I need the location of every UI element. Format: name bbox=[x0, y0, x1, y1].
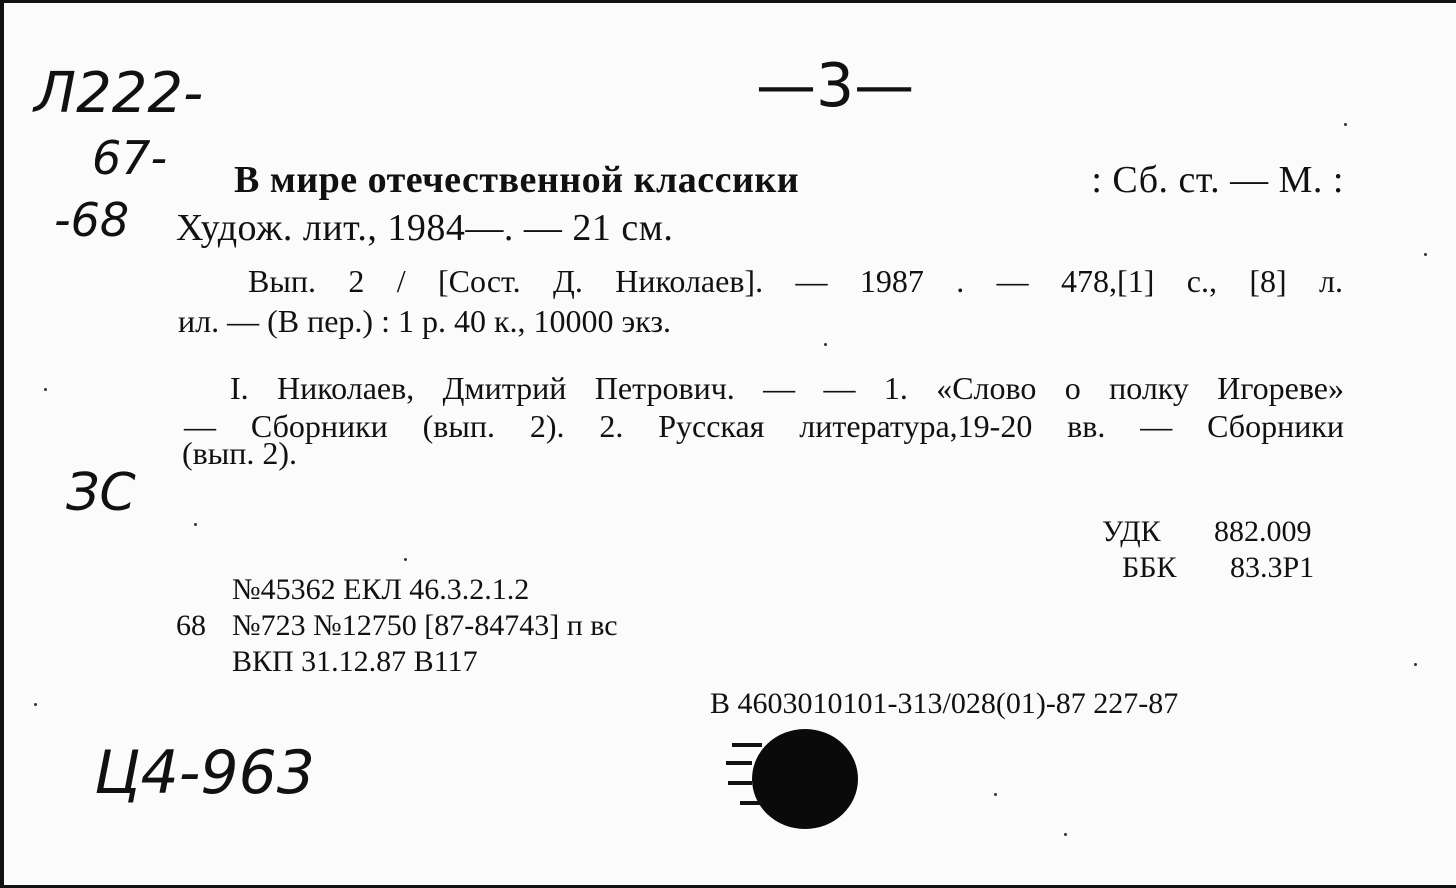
ink-stamp bbox=[752, 729, 858, 829]
bbk-label: ББК bbox=[1122, 551, 1177, 584]
publisher-line: Худож. лит., 1984—. — 21 см. bbox=[176, 207, 674, 249]
handwritten-inventory-number: Ц4-963 bbox=[94, 738, 315, 808]
index-code: В 4603010101-313/028(01)-87 227-87 bbox=[710, 687, 1179, 720]
stamp-mark bbox=[732, 743, 762, 747]
issue-line-2: ил. — (В пер.) : 1 р. 40 к., 10000 экз. bbox=[178, 303, 672, 339]
handwritten-shelf-mark-line1: Л222- bbox=[34, 61, 204, 126]
subjects-line-3: (вып. 2). bbox=[182, 435, 298, 471]
title-bold: В мире отечественной классики bbox=[234, 159, 800, 201]
registry-line-2-prefix: 68 bbox=[176, 609, 206, 642]
registry-line-1: №45362 ЕКЛ 46.3.2.1.2 bbox=[232, 573, 530, 606]
registry-line-3: ВКП 31.12.87 В117 bbox=[232, 645, 478, 678]
issue-line-1: Вып. 2 / [Сост. Д. Николаев]. — 1987 . — 478,[1] с., [8] л. bbox=[248, 263, 1343, 299]
udk-value: 882.009 bbox=[1214, 515, 1312, 548]
scan-speck bbox=[404, 558, 407, 561]
subjects-line-2: — Сборники (вып. 2). 2. Русская литература,19-20 вв. — Сборники bbox=[184, 408, 1344, 444]
title-line bbox=[234, 158, 1344, 202]
scan-speck bbox=[194, 523, 197, 526]
scan-speck bbox=[44, 388, 47, 391]
scan-speck bbox=[824, 343, 827, 346]
scan-speck bbox=[994, 793, 997, 796]
handwritten-shelf-mark-line2: 67- bbox=[92, 131, 168, 185]
handwritten-shelf-mark-line3: -68 bbox=[54, 193, 130, 247]
scan-speck bbox=[1064, 833, 1067, 836]
stamp-mark bbox=[740, 801, 762, 805]
stamp-mark bbox=[726, 761, 752, 765]
scan-speck bbox=[1344, 123, 1347, 126]
stamp-mark bbox=[728, 781, 752, 785]
subjects-line-1: I. Николаев, Дмитрий Петрович. — — 1. «Слово о полку Игореве» bbox=[230, 370, 1344, 406]
title-rest: : Сб. ст. — М. : bbox=[1091, 159, 1344, 201]
handwritten-page-number: —3— bbox=[756, 51, 915, 121]
scan-speck bbox=[1414, 663, 1417, 666]
registry-line-2: №723 №12750 [87-84743] п вс bbox=[232, 609, 618, 642]
handwritten-side-mark: ЗС bbox=[66, 463, 136, 523]
scan-speck bbox=[1424, 253, 1427, 256]
scan-speck bbox=[34, 703, 37, 706]
bbk-value: 83.3Р1 bbox=[1230, 551, 1315, 584]
udk-label: УДК bbox=[1102, 515, 1161, 548]
